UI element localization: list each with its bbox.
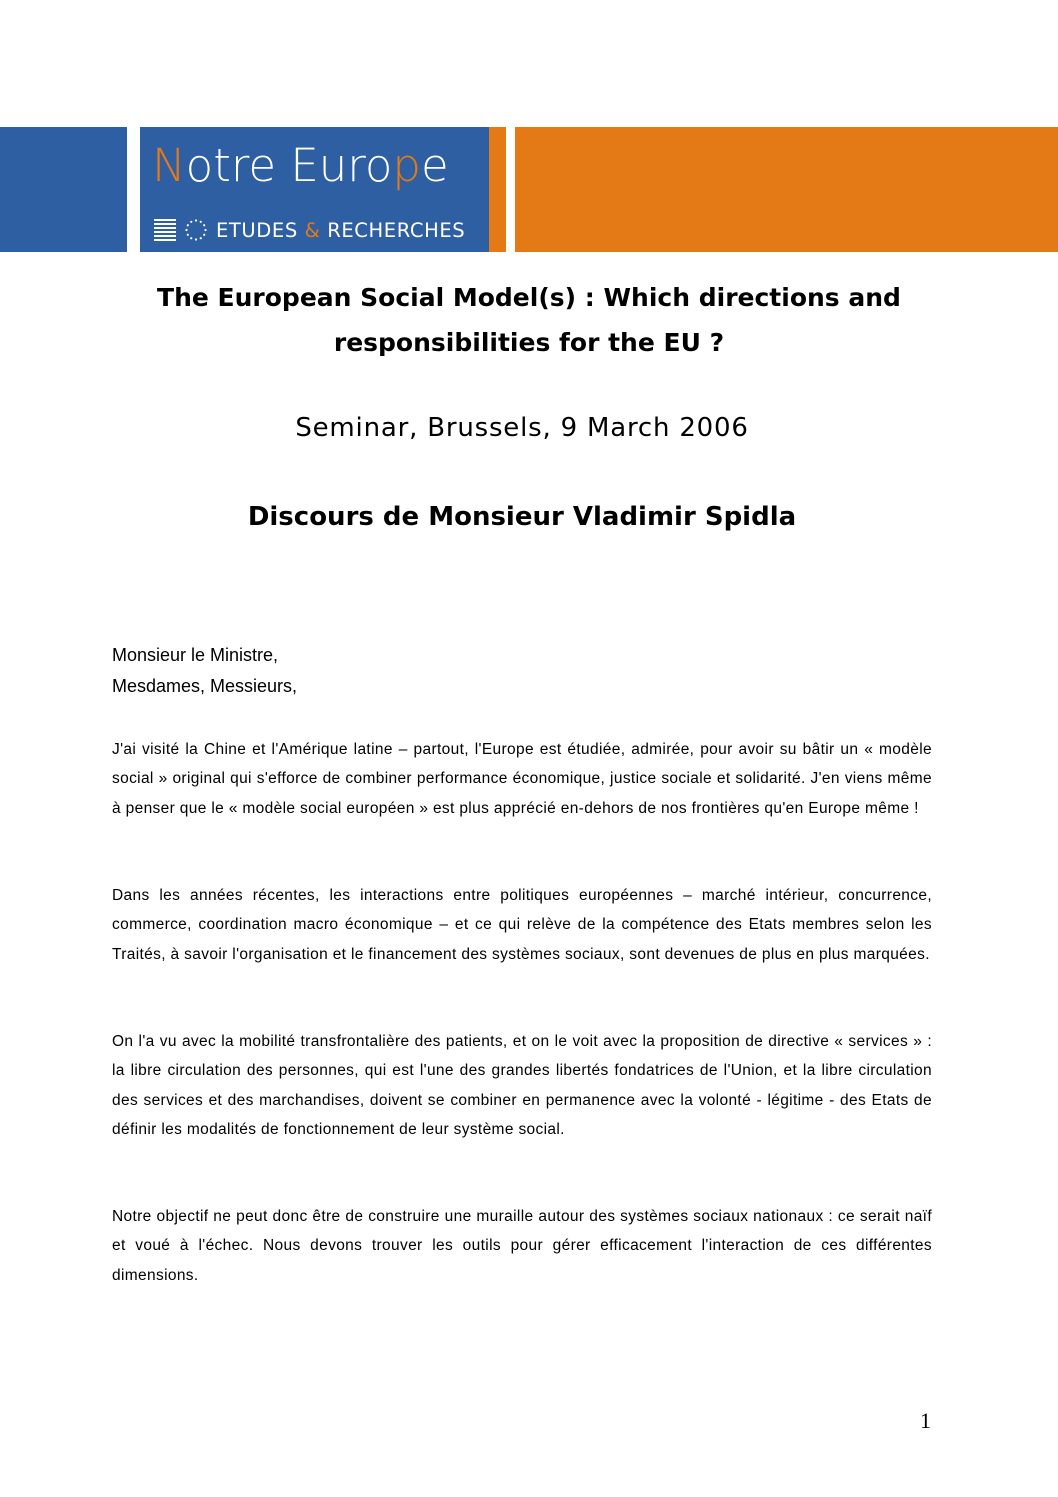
logo-title — [152, 139, 449, 192]
document-title-line-2: responsibilities for the EU ? — [333, 328, 725, 357]
salutation-line-1: Monsieur le Ministre, — [112, 645, 279, 665]
logo-title-accent-p: p — [392, 139, 421, 192]
logo-title-middle: otre Euro — [185, 139, 393, 192]
logo-title-end: e — [420, 139, 449, 192]
logo-subtitle-text — [216, 219, 465, 242]
eu-stars-icon — [184, 218, 208, 242]
logo-subtitle — [154, 217, 465, 243]
header-orange-block — [515, 127, 1058, 252]
document-lines-icon — [154, 219, 176, 241]
logo-subtitle-ampersand: & — [304, 218, 321, 242]
paragraph-4: Notre objectif ne peut donc être de construire une muraille autour des systèmes sociaux nationaux : ce serait naïf et voué à l'échec. Nous devons trouver les outils pour gérer efficacement l'interaction de ces différentes dimensions. — [112, 1208, 932, 1284]
logo-title-accent-n: N — [152, 139, 186, 192]
header-orange-strip — [489, 127, 506, 252]
document-title-line-1: The European Social Model(s) : Which directions and — [157, 283, 901, 312]
event-subtitle: Seminar, Brussels, 9 March 2006 — [295, 413, 749, 443]
paragraph-1: J'ai visité la Chine et l'Amérique latine – partout, l'Europe est étudiée, admirée, pour avoir su bâtir un « modèle social » original qui s'efforce de combiner performance économique, justice sociale et solidarité. J'en viens même à penser que le « modèle social européen » est plus apprécié en-dehors de nos frontières qu'en Europe même ! — [112, 741, 932, 817]
page-number: 1 — [920, 1408, 931, 1433]
logo-subtitle-etudes: ETUDES — [216, 218, 305, 242]
salutation-line-2: Mesdames, Messieurs, — [112, 676, 298, 696]
paragraph-3: On l'a vu avec la mobilité transfrontalière des patients, et on le voit avec la proposition de directive « services » : la libre circulation des personnes, qui est l'une des grandes libertés fondatrices de l'Union, et la libre circulation des services et des marchandises, doivent se combiner en permanence avec la volonté - légitime - des Etats de définir les modalités de fonctionnement de leur système social. — [112, 1033, 932, 1138]
paragraph-2: Dans les années récentes, les interactions entre politiques européennes – marché intérieur, concurrence, commerce, coordination macro économique – et ce qui relève de la compétence des Etats membres selon les Traités, à savoir l'organisation et le financement des systèmes sociaux, sont devenues de plus en plus marquées. — [112, 887, 932, 963]
logo-subtitle-recherches: RECHERCHES — [320, 218, 466, 242]
salutation — [112, 640, 297, 702]
speech-heading: Discours de Monsieur Vladimir Spidla — [247, 502, 797, 532]
header-left-blue-block — [0, 127, 127, 252]
document-title — [0, 275, 1058, 365]
notre-europe-logo — [140, 127, 489, 252]
